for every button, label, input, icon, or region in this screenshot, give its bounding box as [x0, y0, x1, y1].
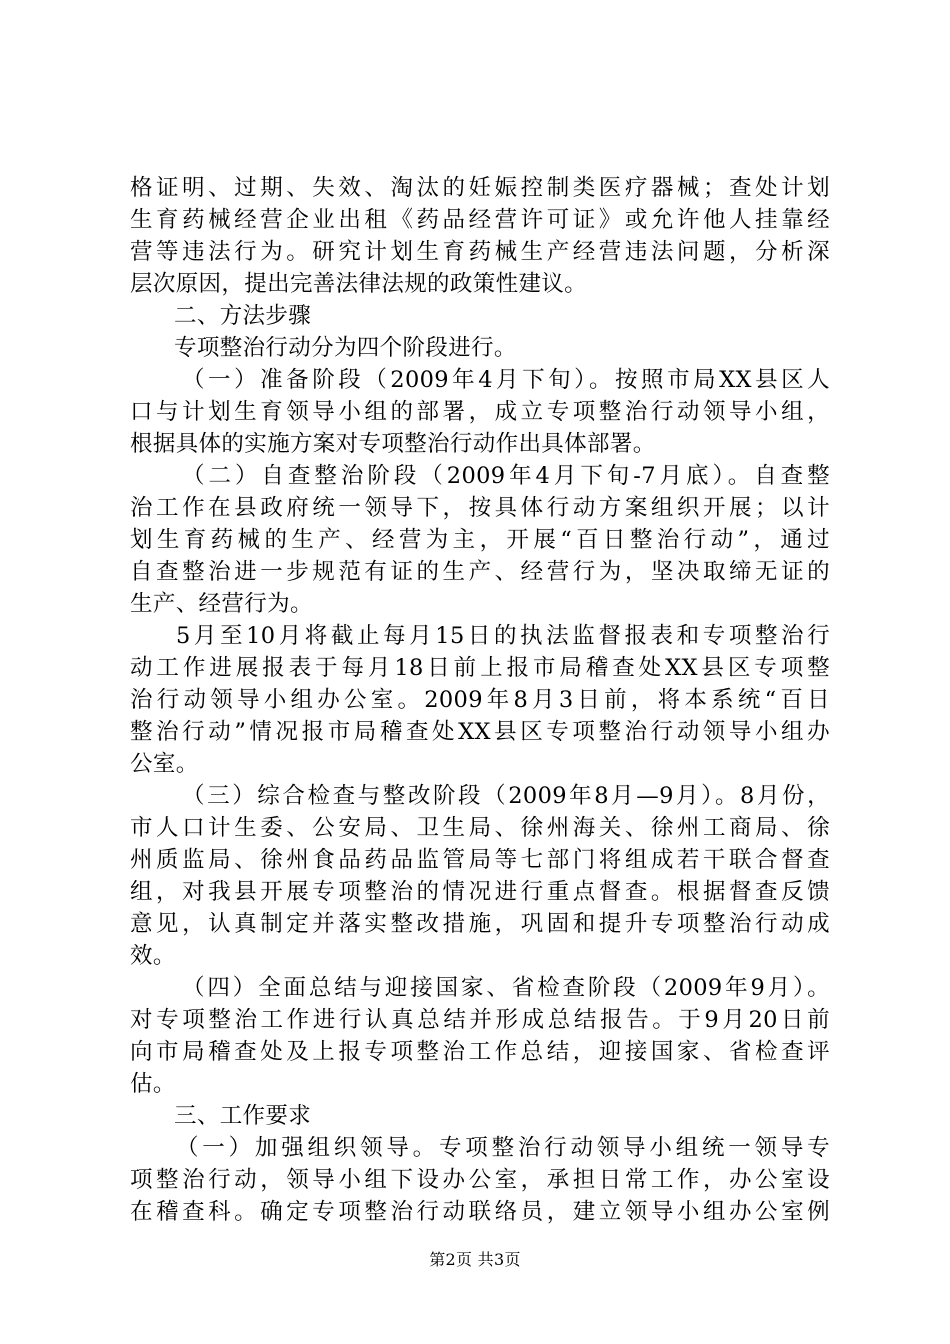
- text-line: 5月至10月将截止每月15日的执法监督报表和专项整治行: [176, 623, 830, 649]
- text-line: 自查整治进一步规范有证的生产、经营行为，坚决取缔无证的: [130, 559, 830, 585]
- text-line: 生产、经营行为。: [130, 591, 313, 617]
- text-line: 估。: [130, 1071, 176, 1097]
- text-line: 层次原因，提出完善法律法规的政策性建议。: [130, 271, 588, 297]
- text-line: 根据具体的实施方案对专项整治行动作出具体部署。: [130, 431, 656, 457]
- text-line: 治工作在县政府统一领导下，按具体行动方案组织开展；以计: [130, 495, 830, 521]
- text-line: 效。: [130, 943, 176, 969]
- text-line: 生育药械经营企业出租《药品经营许可证》或允许他人挂靠经: [130, 207, 830, 233]
- text-line: （三）综合检查与整改阶段（2009年8月—9月）。8月份，: [182, 783, 830, 809]
- text-line: 专项整治行动分为四个阶段进行。: [174, 335, 517, 361]
- text-line: （四）全面总结与迎接国家、省检查阶段（2009年9月）。: [182, 975, 830, 1001]
- text-line: 口与计划生育领导小组的部署，成立专项整治行动领导小组，: [130, 399, 830, 425]
- text-line: 意见，认真制定并落实整改措施，巩固和提升专项整治行动成: [130, 911, 830, 937]
- text-line: 营等违法行为。研究计划生育药械生产经营违法问题，分析深: [130, 239, 830, 265]
- section-heading: 三、工作要求: [174, 1103, 312, 1129]
- page-footer: [0, 1247, 950, 1270]
- text-line: 整治行动”情况报市局稽查处XX县区专项整治行动领导小组办: [130, 719, 830, 745]
- text-line: 州质监局、徐州食品药品监管局等七部门将组成若干联合督查: [130, 847, 830, 873]
- text-line: 公室。: [130, 751, 199, 777]
- text-line: （一）加强组织领导。专项整治行动领导小组统一领导专: [176, 1135, 830, 1161]
- page-indicator: 第2页 共3页: [429, 1250, 521, 1269]
- text-line: （二）自查整治阶段（2009年4月下旬-7月底）。自查整: [182, 463, 830, 489]
- section-heading: 二、方法步骤: [174, 303, 312, 329]
- text-line: 划生育药械的生产、经营为主，开展“百日整治行动”，通过: [130, 527, 830, 553]
- text-line: 在稽查科。确定专项整治行动联络员，建立领导小组办公室例: [130, 1199, 830, 1225]
- text-line: 项整治行动，领导小组下设办公室，承担日常工作，办公室设: [130, 1167, 830, 1193]
- text-line: 市人口计生委、公安局、卫生局、徐州海关、徐州工商局、徐: [130, 815, 830, 841]
- text-line: （一）准备阶段（2009年4月下旬）。按照市局XX县区人: [182, 367, 830, 393]
- text-line: 对专项整治工作进行认真总结并形成总结报告。于9月20日前: [130, 1007, 830, 1033]
- text-line: 组，对我县开展专项整治的情况进行重点督查。根据督查反馈: [130, 879, 830, 905]
- text-line: 格证明、过期、失效、淘汰的妊娠控制类医疗器械；查处计划: [130, 175, 830, 201]
- text-line: 治行动领导小组办公室。2009年8月3日前，将本系统“百日: [130, 687, 830, 713]
- document-body: [130, 172, 830, 1228]
- text-line: 向市局稽查处及上报专项整治工作总结，迎接国家、省检查评: [130, 1039, 830, 1065]
- text-line: 动工作进展报表于每月18日前上报市局稽查处XX县区专项整: [130, 655, 830, 681]
